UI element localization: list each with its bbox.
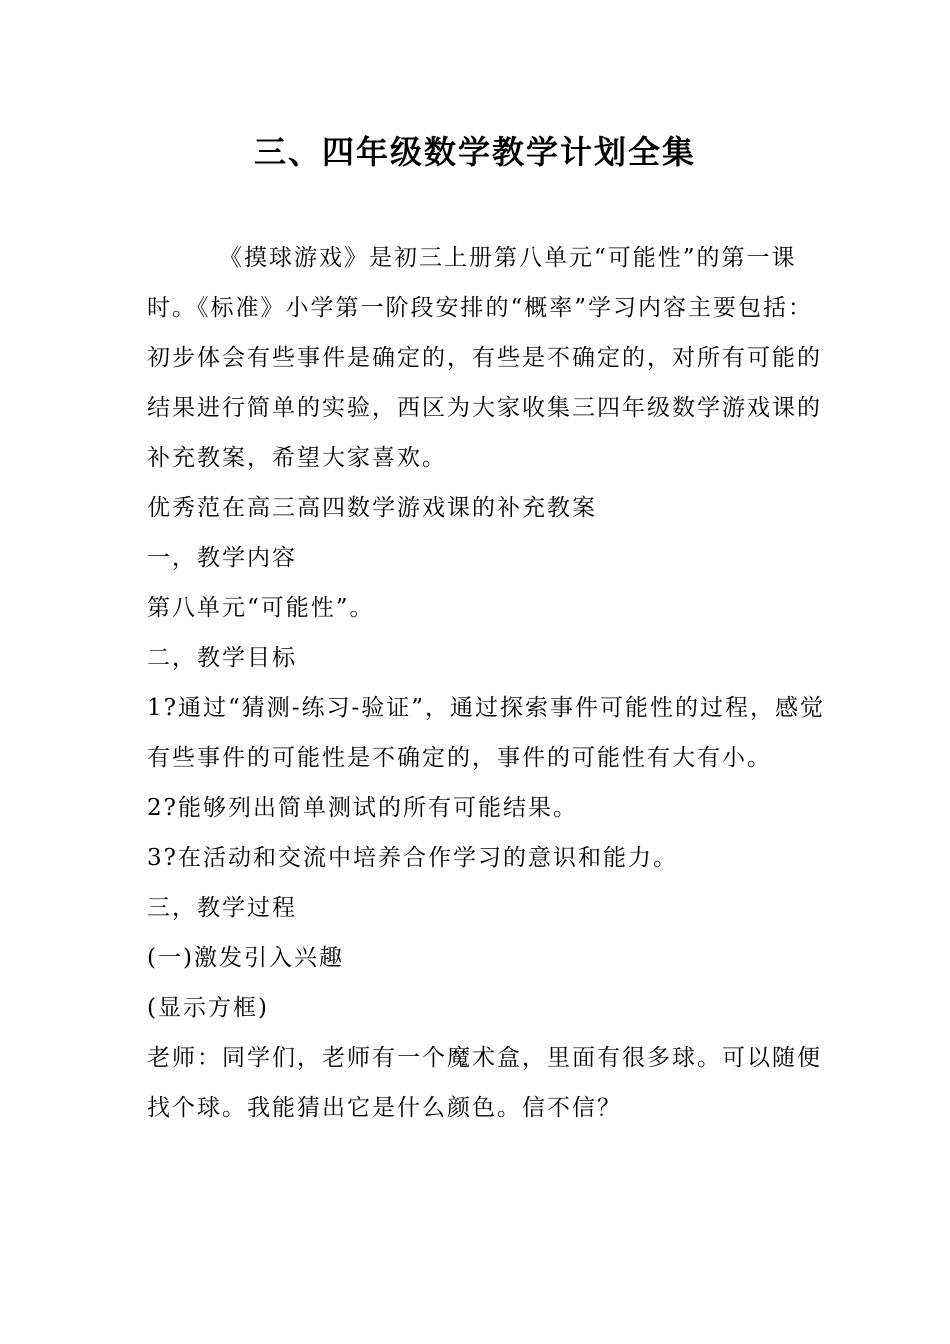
document-title: 三、四年级数学教学计划全集 (253, 133, 696, 171)
goal-item-3: 3?在活动和交流中培养合作学习的意识和能力。 (147, 845, 678, 871)
goal-item-1: 1?通过“猜测-练习-验证”，通过探索事件可能性的过程，感觉有些事件的可能性是不确定的，事件的可能性有大有小。 (147, 695, 826, 771)
section-heading-process: 三，教学过程 (147, 895, 297, 921)
stage-direction: (显示方框) (147, 995, 269, 1021)
subtitle-line: 优秀范在高三高四数学游戏课的补充教案 (147, 495, 597, 521)
section-heading-goals: 二，教学目标 (147, 645, 297, 671)
document-body (147, 233, 827, 1133)
subsection-heading: (一)激发引入兴趣 (147, 945, 344, 971)
goal-item-2: 2?能够列出简单测试的所有可能结果。 (147, 795, 578, 821)
intro-paragraph: 《摸球游戏》是初三上册第八单元“可能性”的第一课时。《标准》小学第一阶段安排的“概率”学习内容主要包括：初步体会有些事件是确定的，有些是不确定的，对所有可能的结果进行简单的实验，西区为大家收集三四年级数学游戏课的补充教案，希望大家喜欢。 (147, 245, 822, 471)
section-heading-content: 一，教学内容 (147, 545, 297, 571)
dialogue-paragraph: 老师：同学们，老师有一个魔术盒，里面有很多球。可以随便找个球。我能猜出它是什么颜色。信不信？ (147, 1045, 822, 1121)
content-line: 第八单元“可能性”。 (147, 595, 375, 621)
